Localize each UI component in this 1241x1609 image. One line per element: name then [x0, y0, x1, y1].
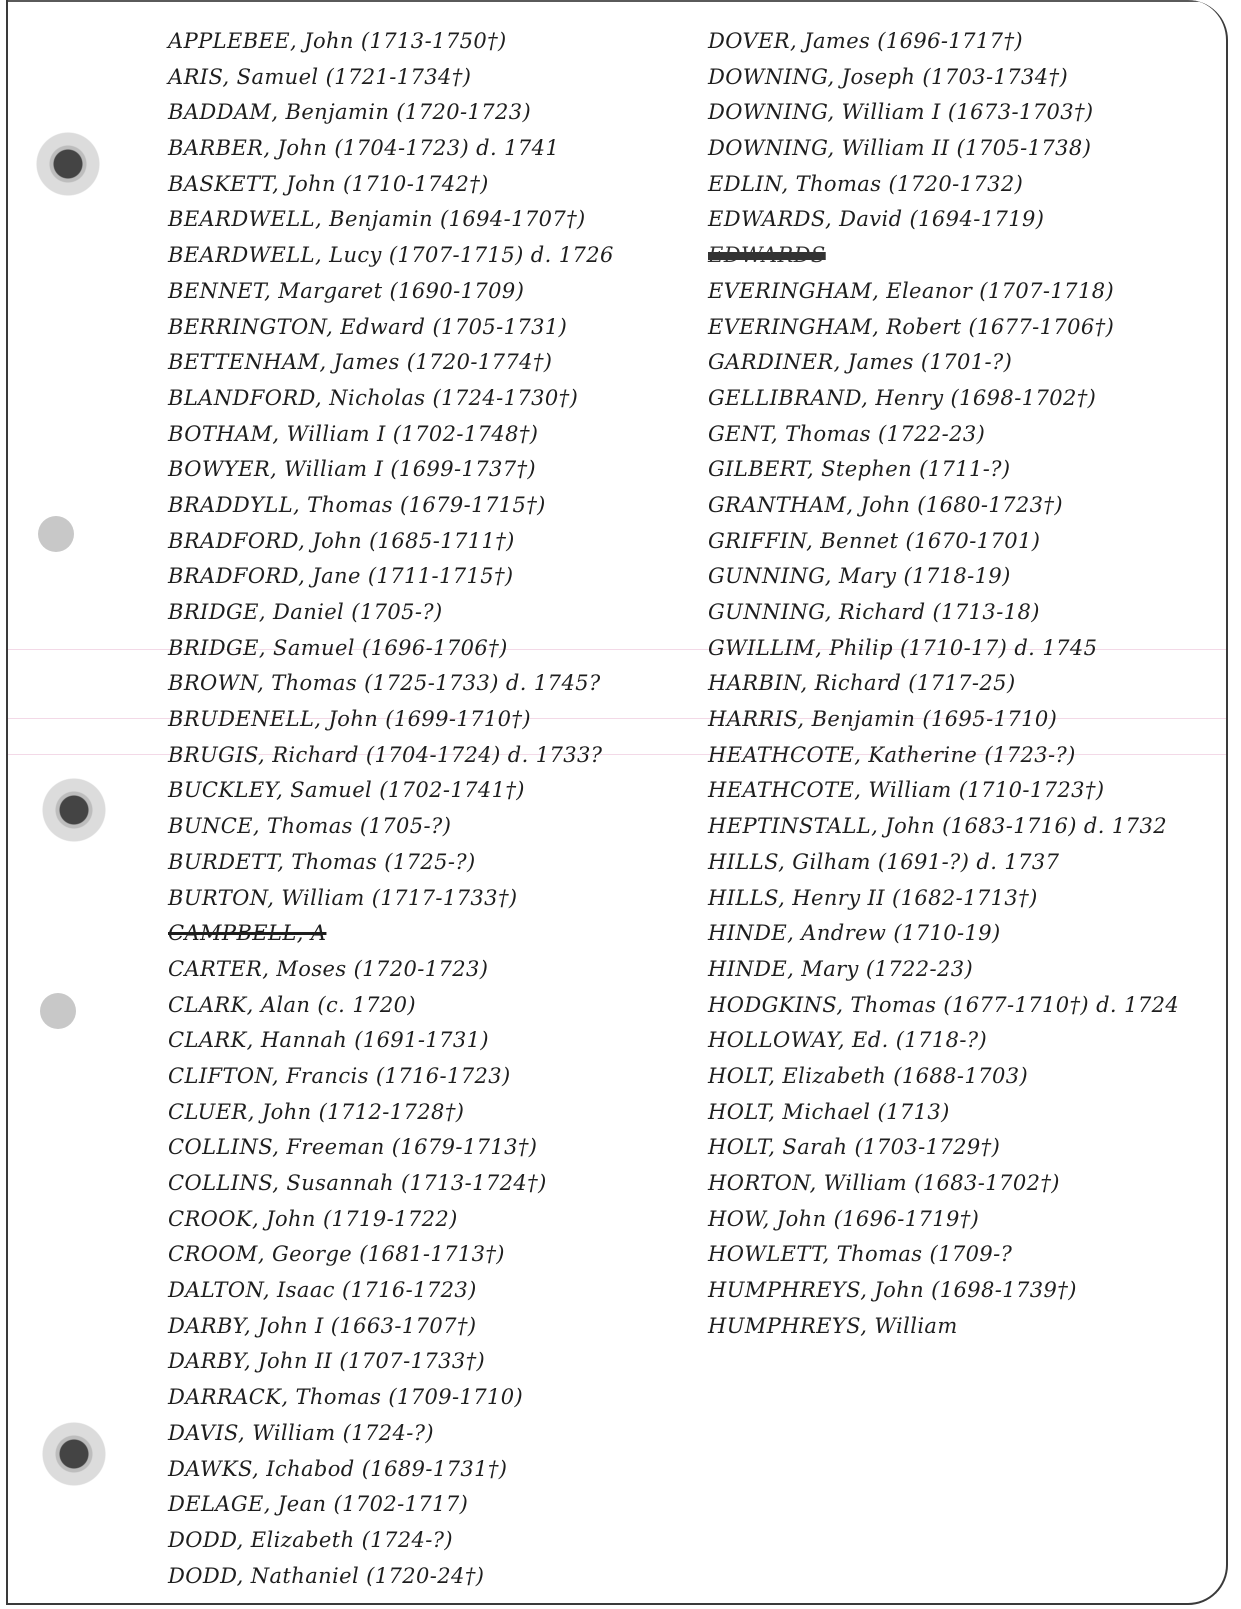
list-item: BRADFORD, Jane (1711-1715†): [168, 564, 514, 589]
list-item: HOLLOWAY, Ed. (1718-?): [708, 1028, 988, 1053]
list-item: BRIDGE, Samuel (1696-1706†): [168, 635, 508, 660]
binder-hole-icon: [40, 993, 76, 1029]
list-item: BEARDWELL, Benjamin (1694-1707†): [168, 207, 586, 232]
left-name-list: [168, 24, 614, 1594]
list-item: BADDAM, Benjamin (1720-1723): [168, 100, 532, 125]
list-item: HOWLETT, Thomas (1709-?: [708, 1242, 1013, 1267]
list-item: DOWNING, William I (1673-1703†): [708, 100, 1094, 125]
list-item: HODGKINS, Thomas (1677-1710†) d. 1724: [708, 992, 1180, 1017]
list-item: DODD, Nathaniel (1720-24†): [168, 1563, 485, 1588]
list-item: CLARK, Alan (c. 1720): [168, 992, 416, 1017]
list-item: HUMPHREYS, John (1698-1739†): [708, 1278, 1077, 1303]
list-item: GRIFFIN, Bennet (1670-1701): [708, 528, 1041, 553]
list-item: BETTENHAM, James (1720-1774†): [168, 350, 553, 375]
list-item: DOWNING, William II (1705-1738): [708, 136, 1092, 161]
list-item: BENNET, Margaret (1690-1709): [168, 278, 525, 303]
list-item: HEATHCOTE, William (1710-1723†): [708, 778, 1105, 803]
list-item: APPLEBEE, John (1713-1750†): [168, 29, 507, 53]
list-item: HUMPHREYS, William: [708, 1313, 958, 1338]
list-item: HILLS, Henry II (1682-1713†): [708, 885, 1038, 910]
list-item: BRUGIS, Richard (1704-1724) d. 1733?: [168, 742, 603, 767]
list-item: HOLT, Michael (1713): [708, 1099, 950, 1124]
binder-hole-icon: [42, 778, 106, 842]
list-item: HEATHCOTE, Katherine (1723-?): [708, 742, 1076, 767]
list-item: BRADFORD, John (1685-1711†): [168, 528, 515, 553]
list-item: ARIS, Samuel (1721-1734†): [168, 64, 472, 89]
list-item: GELLIBRAND, Henry (1698-1702†): [708, 385, 1097, 410]
list-item: EDWARDS, David (1694-1719): [708, 207, 1045, 232]
list-item: BRADDYLL, Thomas (1679-1715†): [168, 492, 546, 517]
list-item: BARBER, John (1704-1723) d. 1741: [168, 136, 560, 161]
list-item: CLARK, Hannah (1691-1731): [168, 1028, 490, 1053]
list-item: BOTHAM, William I (1702-1748†): [168, 421, 539, 446]
list-item: COLLINS, Susannah (1713-1724†): [168, 1171, 547, 1195]
list-item: DAWKS, Ichabod (1689-1731†): [168, 1456, 508, 1481]
list-item: HEPTINSTALL, John (1683-1716) d. 1732: [708, 814, 1167, 839]
list-item: CROOK, John (1719-1722): [168, 1206, 458, 1231]
list-item: BURTON, William (1717-1733†): [168, 885, 518, 910]
list-item: BUCKLEY, Samuel (1702-1741†): [168, 778, 525, 803]
list-item: DODD, Elizabeth (1724-?): [168, 1527, 453, 1552]
list-item: EVERINGHAM, Eleanor (1707-1718): [708, 278, 1115, 303]
list-item: DELAGE, Jean (1702-1717): [168, 1492, 469, 1517]
list-item: BROWN, Thomas (1725-1733) d. 1745?: [168, 671, 601, 696]
list-item: DARBY, John II (1707-1733†): [168, 1349, 486, 1374]
list-item: GWILLIM, Philip (1710-17) d. 1745: [708, 635, 1098, 660]
binder-hole-icon: [42, 1422, 106, 1486]
list-item: GENT, Thomas (1722-23): [708, 421, 986, 446]
list-item: GARDINER, James (1701-?): [708, 350, 1013, 375]
right-name-list: [708, 24, 1179, 1344]
list-item: CARTER, Moses (1720-1723): [168, 956, 489, 981]
list-item: HOLT, Elizabeth (1688-1703): [708, 1063, 1029, 1088]
list-item: BASKETT, John (1710-1742†): [168, 171, 489, 196]
list-item: DARBY, John I (1663-1707†): [168, 1313, 477, 1338]
list-item: HILLS, Gilham (1691-?) d. 1737: [708, 849, 1060, 874]
list-item: CAMPBELL, A: [168, 921, 327, 946]
list-item: CLIFTON, Francis (1716-1723): [168, 1063, 511, 1088]
list-item: HOW, John (1696-1719†): [708, 1206, 980, 1231]
list-item: DOVER, James (1696-1717†): [708, 29, 1023, 53]
list-item: HORTON, William (1683-1702†): [708, 1171, 1060, 1195]
list-item: DARRACK, Thomas (1709-1710): [168, 1385, 524, 1410]
list-item: HINDE, Mary (1722-23): [708, 956, 974, 981]
list-item: EDLIN, Thomas (1720-1732): [708, 171, 1024, 196]
binder-hole-icon: [36, 132, 100, 196]
notebook-page: [6, 0, 1228, 1605]
list-item: BEARDWELL, Lucy (1707-1715) d. 1726: [168, 243, 614, 268]
binder-hole-icon: [38, 516, 74, 552]
list-item: BOWYER, William I (1699-1737†): [168, 457, 537, 482]
list-item: BUNCE, Thomas (1705-?): [168, 814, 452, 839]
list-item: EVERINGHAM, Robert (1677-1706†): [708, 314, 1115, 339]
list-item: HINDE, Andrew (1710-19): [708, 921, 1001, 946]
list-item: BRUDENELL, John (1699-1710†): [168, 707, 531, 732]
list-item: BLANDFORD, Nicholas (1724-1730†): [168, 385, 579, 410]
list-item: GUNNING, Richard (1713-18): [708, 600, 1040, 624]
list-item: CLUER, John (1712-1728†): [168, 1099, 465, 1124]
list-item: GUNNING, Mary (1718-19): [708, 564, 1011, 589]
list-item: COLLINS, Freeman (1679-1713†): [168, 1135, 538, 1160]
list-item: DOWNING, Joseph (1703-1734†): [708, 64, 1069, 89]
list-item: GILBERT, Stephen (1711-?): [708, 457, 1011, 482]
list-item: HARBIN, Richard (1717-25): [708, 671, 1016, 696]
list-item: CROOM, George (1681-1713†): [168, 1242, 505, 1267]
list-item: BERRINGTON, Edward (1705-1731): [168, 314, 568, 339]
list-item: BURDETT, Thomas (1725-?): [168, 849, 476, 874]
list-item: DALTON, Isaac (1716-1723): [168, 1278, 477, 1303]
list-item: EDWARDS: [708, 243, 826, 268]
list-item: GRANTHAM, John (1680-1723†): [708, 492, 1063, 517]
list-item: HOLT, Sarah (1703-1729†): [708, 1135, 1001, 1160]
list-item: BRIDGE, Daniel (1705-?): [168, 600, 443, 624]
list-item: DAVIS, William (1724-?): [168, 1420, 434, 1445]
list-item: HARRIS, Benjamin (1695-1710): [708, 707, 1058, 732]
